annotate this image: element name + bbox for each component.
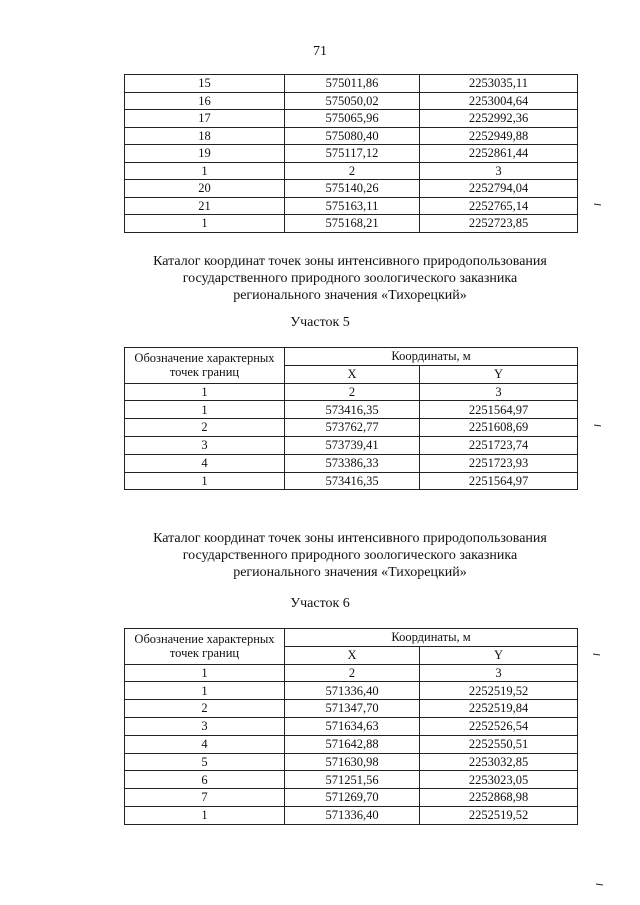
table-row (125, 127, 578, 145)
point-cell: 4 (125, 735, 285, 753)
x-cell: 2 (285, 383, 420, 401)
y-cell: 2253023,05 (420, 771, 578, 789)
y-cell: 2252949,88 (420, 127, 578, 145)
x-cell: 571347,70 (285, 700, 420, 718)
point-cell: 3 (125, 436, 285, 454)
y-cell: 2252519,52 (420, 806, 578, 824)
table-row (125, 717, 578, 735)
x-cell: 575080,40 (285, 127, 420, 145)
caption-line: регионального значения «Тихорецкий» (233, 565, 467, 580)
point-cell: 1 (125, 664, 285, 682)
y-cell: 3 (420, 162, 578, 180)
header-point-label: Обозначение характерных точек границ (125, 348, 285, 384)
caption-line: государственного природного зоологического заказника (182, 548, 518, 563)
y-cell: 2251564,97 (420, 472, 578, 490)
table-row (125, 145, 578, 163)
table-row (125, 383, 578, 401)
table-row (125, 806, 578, 824)
point-cell: 21 (125, 197, 285, 215)
table-row (125, 771, 578, 789)
y-cell: 2253032,85 (420, 753, 578, 771)
x-cell: 573386,33 (285, 454, 420, 472)
coordinates-table-section5 (124, 347, 578, 490)
point-cell: 1 (125, 215, 285, 233)
caption-line: Каталог координат точек зоны интенсивного природопользования (153, 254, 547, 269)
table-body (125, 664, 578, 824)
y-cell: 3 (420, 664, 578, 682)
header-x-label: X (285, 365, 420, 383)
y-cell: 2251608,69 (420, 419, 578, 437)
x-cell: 571630,98 (285, 753, 420, 771)
y-cell: 3 (420, 383, 578, 401)
point-cell: 1 (125, 682, 285, 700)
point-cell: 5 (125, 753, 285, 771)
x-cell: 575140,26 (285, 180, 420, 198)
y-cell: 2252794,04 (420, 180, 578, 198)
y-cell: 2252765,14 (420, 197, 578, 215)
table-row (125, 789, 578, 807)
point-cell: 1 (125, 401, 285, 419)
y-cell: 2252861,44 (420, 145, 578, 163)
table-row (125, 664, 578, 682)
y-cell: 2252550,51 (420, 735, 578, 753)
x-cell: 571634,63 (285, 717, 420, 735)
section5-title: Участок 5 (290, 315, 350, 330)
table-row (125, 162, 578, 180)
x-cell: 571336,40 (285, 682, 420, 700)
point-cell: 1 (125, 383, 285, 401)
point-cell: 3 (125, 717, 285, 735)
y-cell: 2252519,52 (420, 682, 578, 700)
table-row (125, 180, 578, 198)
table-body (125, 75, 578, 233)
point-cell: 17 (125, 110, 285, 128)
x-cell: 573739,41 (285, 436, 420, 454)
header-y-label: Y (420, 365, 578, 383)
header-coordinates-label: Координаты, м (285, 629, 578, 647)
point-cell: 15 (125, 75, 285, 93)
table-row (125, 753, 578, 771)
point-cell: 16 (125, 92, 285, 110)
y-cell: 2251723,93 (420, 454, 578, 472)
x-cell: 573416,35 (285, 401, 420, 419)
coordinates-table-continuation (124, 74, 578, 233)
x-cell: 571269,70 (285, 789, 420, 807)
point-cell: 20 (125, 180, 285, 198)
x-cell: 573762,77 (285, 419, 420, 437)
x-cell: 571642,88 (285, 735, 420, 753)
x-cell: 571336,40 (285, 806, 420, 824)
point-cell: 18 (125, 127, 285, 145)
coordinates-table-section6 (124, 628, 578, 825)
point-cell: 1 (125, 472, 285, 490)
section6-caption (90, 530, 610, 581)
point-cell: 1 (125, 806, 285, 824)
x-cell: 575050,02 (285, 92, 420, 110)
caption-line: Каталог координат точек зоны интенсивного природопользования (153, 531, 547, 546)
margin-mark (594, 425, 601, 427)
table-row (125, 454, 578, 472)
x-cell: 571251,56 (285, 771, 420, 789)
y-cell: 2252868,98 (420, 789, 578, 807)
table-row (125, 419, 578, 437)
header-point-label: Обозначение характерных точек границ (125, 629, 285, 665)
table-row (125, 735, 578, 753)
point-cell: 2 (125, 419, 285, 437)
page-number: 71 (313, 44, 327, 59)
margin-mark (596, 884, 603, 886)
header-x-label: X (285, 646, 420, 664)
header-y-label: Y (420, 646, 578, 664)
section6-title: Участок 6 (290, 596, 350, 611)
table-row (125, 472, 578, 490)
table-row (125, 700, 578, 718)
table-row (125, 436, 578, 454)
point-cell: 4 (125, 454, 285, 472)
point-cell: 19 (125, 145, 285, 163)
x-cell: 575168,21 (285, 215, 420, 233)
caption-line: государственного природного зоологического заказника (182, 271, 518, 286)
x-cell: 575117,12 (285, 145, 420, 163)
table-body (125, 383, 578, 490)
x-cell: 2 (285, 162, 420, 180)
point-cell: 7 (125, 789, 285, 807)
margin-mark (593, 654, 600, 656)
margin-mark (594, 204, 601, 206)
y-cell: 2253035,11 (420, 75, 578, 93)
x-cell: 2 (285, 664, 420, 682)
y-cell: 2252519,84 (420, 700, 578, 718)
table-row (125, 682, 578, 700)
table-row (125, 110, 578, 128)
table-row (125, 92, 578, 110)
point-cell: 1 (125, 162, 285, 180)
section5-caption (90, 253, 610, 304)
y-cell: 2252992,36 (420, 110, 578, 128)
y-cell: 2251723,74 (420, 436, 578, 454)
y-cell: 2252723,85 (420, 215, 578, 233)
y-cell: 2252526,54 (420, 717, 578, 735)
table-row (125, 75, 578, 93)
table-row (125, 197, 578, 215)
caption-line: регионального значения «Тихорецкий» (233, 288, 467, 303)
header-coordinates-label: Координаты, м (285, 348, 578, 366)
y-cell: 2251564,97 (420, 401, 578, 419)
y-cell: 2253004,64 (420, 92, 578, 110)
table-row (125, 215, 578, 233)
point-cell: 6 (125, 771, 285, 789)
x-cell: 573416,35 (285, 472, 420, 490)
x-cell: 575163,11 (285, 197, 420, 215)
x-cell: 575065,96 (285, 110, 420, 128)
x-cell: 575011,86 (285, 75, 420, 93)
point-cell: 2 (125, 700, 285, 718)
table-row (125, 401, 578, 419)
